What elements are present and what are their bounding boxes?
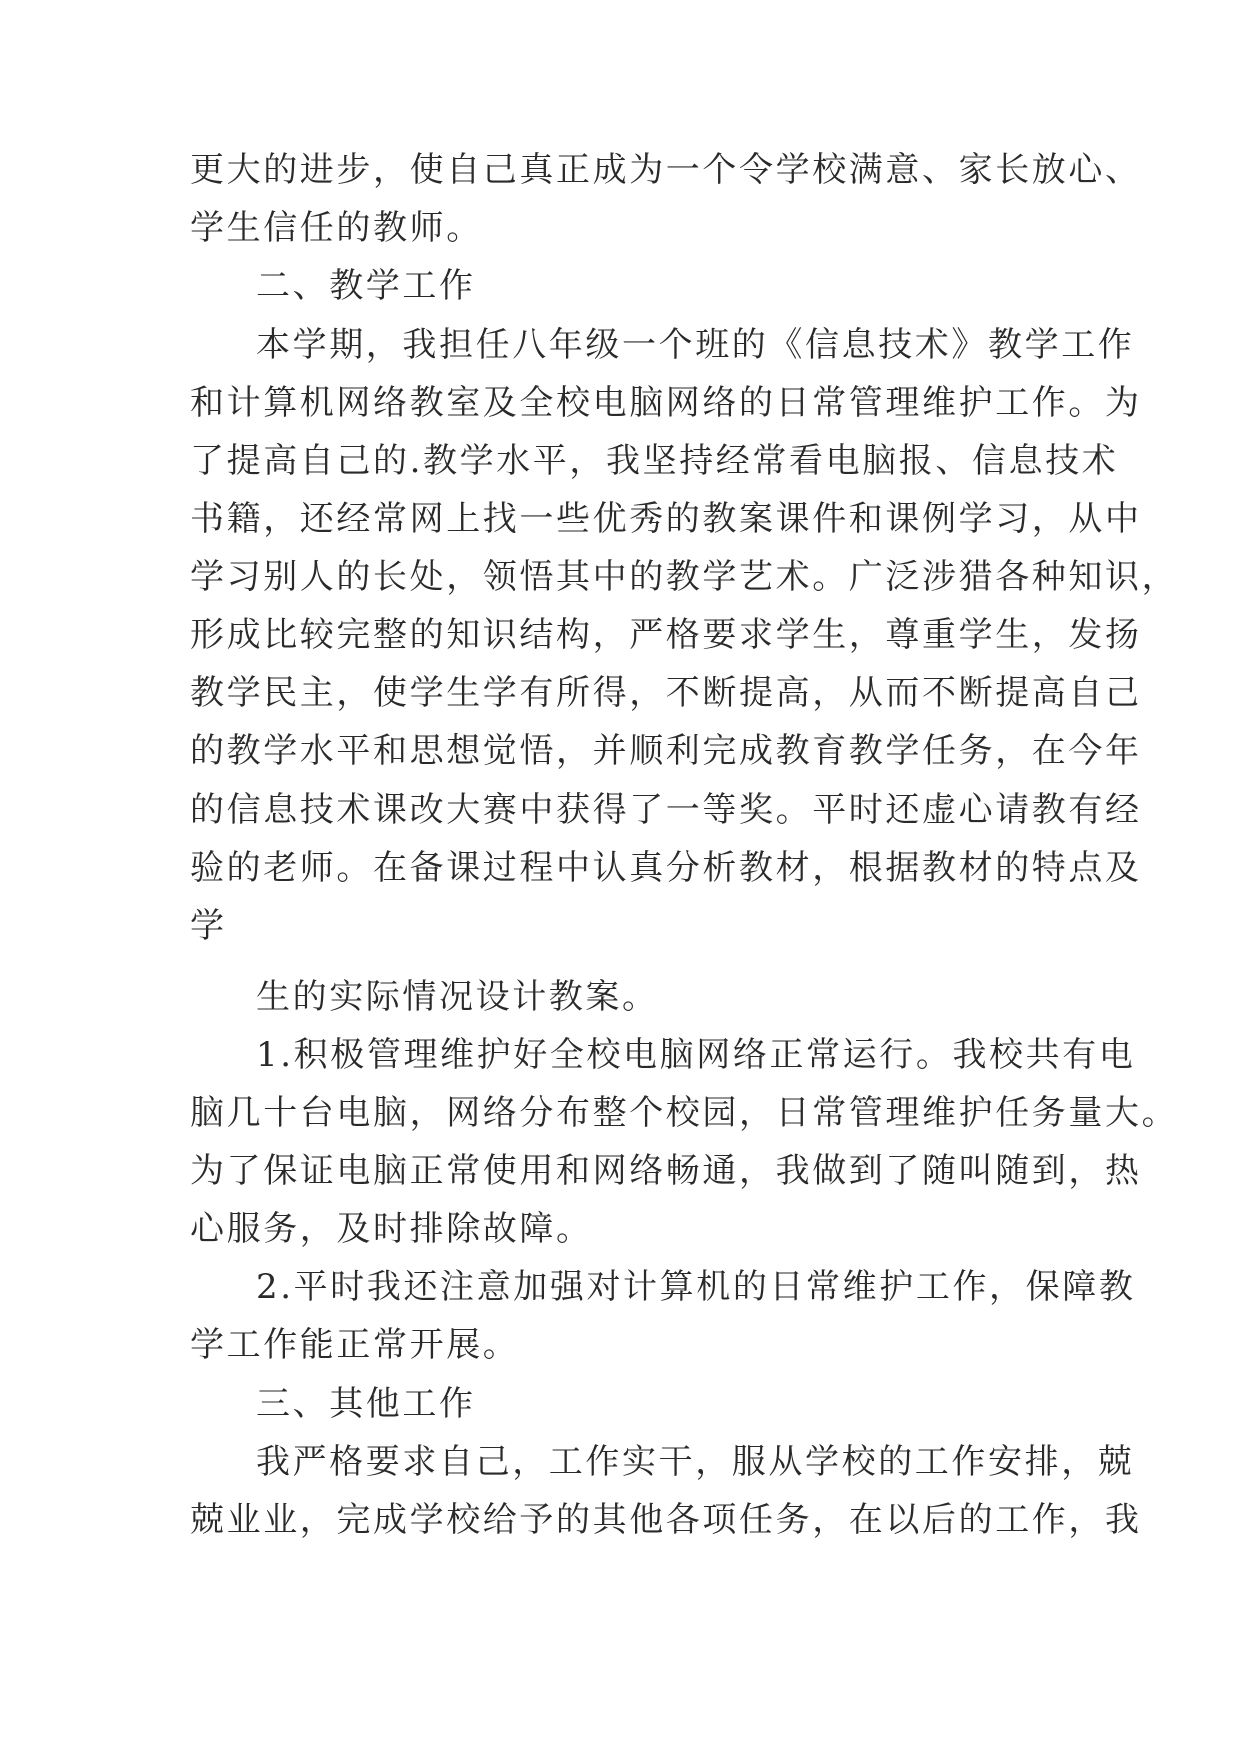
text-line: 学习别人的长处，领悟其中的教学艺术。广泛涉猎各种知识， — [190, 557, 1179, 597]
text-line: 我严格要求自己，工作实干，服从学校的工作安排，兢 — [256, 1442, 1135, 1482]
section-heading: 二、教学工作 — [256, 266, 476, 306]
text-line: 形成比较完整的知识结构，严格要求学生，尊重学生，发扬 — [190, 615, 1142, 655]
section-heading: 三、其他工作 — [256, 1384, 476, 1424]
text-line: 教学民主，使学生学有所得，不断提高，从而不断提高自己 — [190, 673, 1142, 713]
text-line: 本学期，我担任八年级一个班的《信息技术》教学工作 — [256, 325, 1135, 365]
text-line: 和计算机网络教室及全校电脑网络的日常管理维护工作。为 — [190, 383, 1142, 423]
text-line: 的信息技术课改大赛中获得了一等奖。平时还虚心请教有经 — [190, 790, 1142, 830]
text-line: 为了保证电脑正常使用和网络畅通，我做到了随叫随到，热 — [190, 1151, 1142, 1191]
text-line: 脑几十台电脑，网络分布整个校园，日常管理维护任务量大。 — [190, 1093, 1179, 1133]
text-line: 1.积极管理维护好全校电脑网络正常运行。我校共有电 — [256, 1035, 1136, 1075]
text-line: 学生信任的教师。 — [190, 208, 483, 248]
text-line: 2.平时我还注意加强对计算机的日常维护工作，保障教 — [256, 1267, 1136, 1307]
text-line: 书籍，还经常网上找一些优秀的教案课件和课例学习，从中 — [190, 499, 1142, 539]
text-line: 更大的进步，使自己真正成为一个令学校满意、家长放心、 — [190, 150, 1142, 190]
text-line: 学 — [190, 906, 227, 946]
text-line: 生的实际情况设计教案。 — [256, 977, 659, 1017]
text-line: 的教学水平和思想觉悟，并顺利完成教育教学任务，在今年 — [190, 731, 1142, 771]
text-line: 验的老师。在备课过程中认真分析教材，根据教材的特点及 — [190, 848, 1142, 888]
text-line: 了提高自己的.教学水平，我坚持经常看电脑报、信息技术 — [190, 441, 1119, 481]
text-line: 心服务，及时排除故障。 — [190, 1209, 593, 1249]
text-line: 兢业业，完成学校给予的其他各项任务，在以后的工作，我 — [190, 1500, 1142, 1540]
text-line: 学工作能正常开展。 — [190, 1325, 520, 1365]
